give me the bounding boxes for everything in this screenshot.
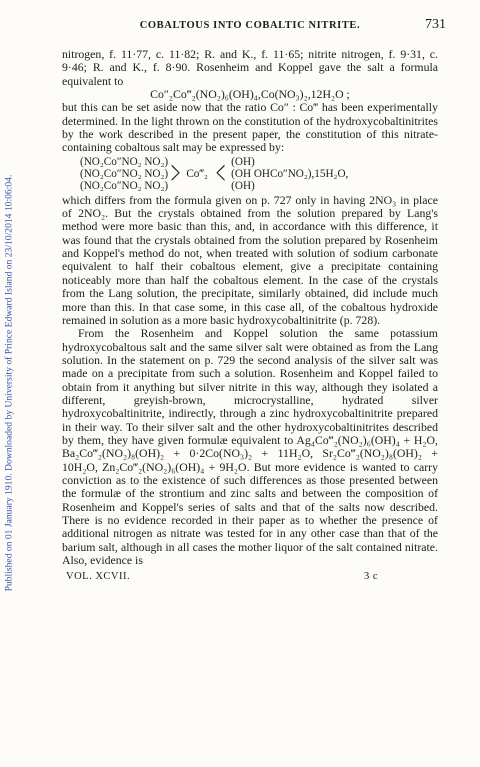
formula-left-line: (NO₂Co″NO₂ NO₂) xyxy=(80,179,169,192)
signature-mark: 3 c xyxy=(363,571,378,583)
formula-left-line: (NO₂Co″NO₂ NO₂) xyxy=(80,155,169,168)
volume-label: VOL. XCVII. xyxy=(66,571,131,583)
formula-right-groups xyxy=(231,156,348,192)
paragraph-4: From the Rosenheim and Koppel solution the same potassium hydroxycobaltous salt and the same silver salt were obtained as from the Lang solution. In the statement on p. 729 the second analysis of the silver salt was made on a precipitate from such a solution. Rosenheim and Koppel failed to obtain from it anything but silver nitrite in this way, although they isolated a different, greyish-brown, microcrystalline, hydrated silver hydroxycobaltinitrite, indirectly, through a zinc hydroxycobaltinitrite prepared in their way. To their silver salt and the other hydroxycobaltinitrites described by them, they have given formulæ equivalent to Ag₄Co‴₂(NO₂)₆(OH)₄ + H₂O, Ba₂Co‴₂(NO₂)₈(OH)₂ + 0·2Co(NO₃)₂ + 11H₂O, Sr₂Co‴₂(NO₂)₈(OH)₂ + 10H₂O, Zn₂Co‴₂(NO₂)₆(OH)₄ + 9H₂O. But more evidence is wanted to carry conviction as to the existence of such differences as those presented between the formulæ of the strontium and zinc salts and between the composition of Rosenheim and Koppel's series of salts and that of the salts now described. There is no evidence recorded in their paper as to whether the presence of additional nitrogen as nitrate was tested for in any other case than that of the barium salt, although in all cases the mother liquor of the salt contained nitrate. Also, evidence is xyxy=(62,326,438,568)
download-watermark-text: Published on 01 January 1910. Downloaded by University of Prince Edward Island on 23/10/2014 10:06:04. xyxy=(3,174,15,592)
formula-left-line: (NO₂Co″NO₂ NO₂) xyxy=(80,167,169,180)
running-title: COBALTOUS INTO COBALTIC NITRITE. xyxy=(139,20,361,31)
page-header xyxy=(62,17,446,44)
formula-right-line: (OH OHCo″NO₂),15H₂O, xyxy=(231,167,349,180)
formula-right-line: (OH) xyxy=(231,179,255,192)
download-watermark xyxy=(0,0,18,767)
formula-1: Co″₂Co‴₂(NO₂)₆(OH)₄,Co(NO₃)₂,12H₂O ; xyxy=(150,87,350,102)
paragraph-2: but this can be set aside now that the ratio Co″ : Co‴ has been experimentally determined. In the light thrown on the constitution of the hydroxycobaltinitrites by the work described in the present paper, the constitution of this nitrate-containing cobaltous salt may be expressed by: xyxy=(62,100,438,155)
journal-page xyxy=(62,17,446,583)
formula-center: Co‴₂ xyxy=(186,167,208,180)
right-bracket-glyph: < xyxy=(215,154,226,192)
page-number: 731 xyxy=(425,17,446,32)
left-bracket-glyph: > xyxy=(170,154,181,192)
page-footer xyxy=(62,571,438,582)
paragraph-3: which differs from the formula given on p. 727 only in having 2NO₃ in place of 2NO₂. But the crystals obtained from the solution prepared by Lang's method were more basic than this, and, in accordance with this difference, it was found that the crystals obtained from the solution prepared by Rosenheim and Koppel's method do not, when treated with solution of sodium carbonate equivalent to half their cobaltous element, give a precipitate containing noticeably more than half the cobaltous element. In the case of the crystals from the Lang solution, the precipitate, similarly obtained, did include much more than this. In that case some, in this case all, of the cobaltous hydroxide remained in solution as a more basic hydroxycobaltinitrite (p. 728). xyxy=(62,192,438,327)
formula-left-groups xyxy=(80,156,168,192)
constitution-formula xyxy=(80,156,438,192)
formula-right-line: (OH) xyxy=(231,155,255,168)
paragraph-1: nitrogen, f. 11·77, c. 11·82; R. and K., f. 11·65; nitrite nitrogen, f. 9·31, c. 9·46; R. and K., f. 8·90. Rosenheim and Koppel gave the salt a formula equivalent to xyxy=(62,47,438,88)
article-body xyxy=(62,48,438,567)
